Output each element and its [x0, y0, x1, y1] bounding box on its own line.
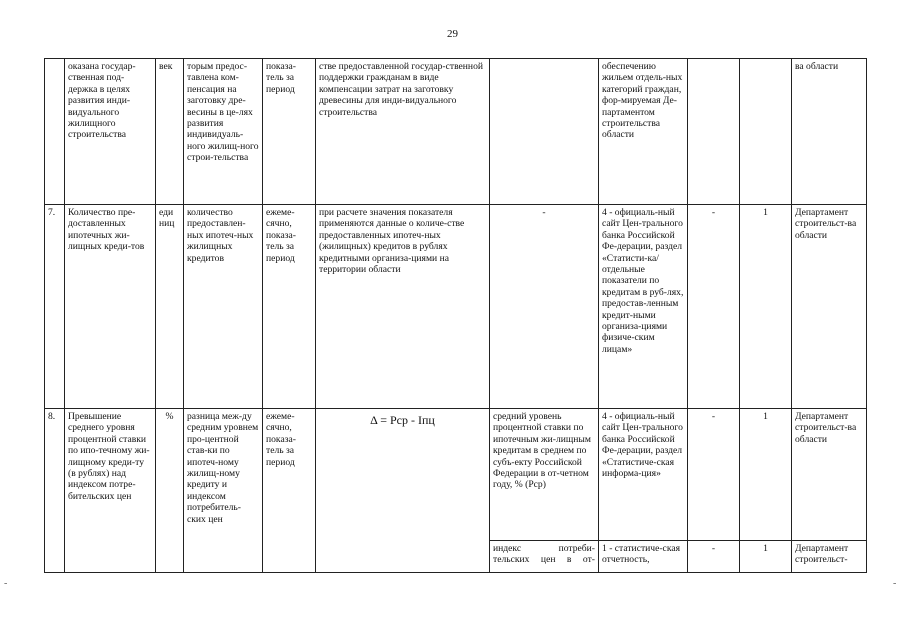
basic-indicators: -: [490, 205, 599, 409]
responsible: Департамент строительст-ва области: [792, 409, 867, 541]
column-10: [740, 59, 792, 205]
table-row: [45, 205, 867, 409]
definition: торым предос-тавлена ком-пенсация на заготовку дре-весины в це-лях развития индивидуаль-ного жилищ-ного строи-тельства: [184, 59, 263, 205]
responsible: ва области: [792, 59, 867, 205]
indicators-table: [44, 58, 867, 573]
edge-mark: -: [4, 578, 8, 589]
basic-indicator: средний уровень процентной ставки по ипотечным жи-лищным кредитам в среднем по субъ-екту Российской Федерации в от-четном году, % (Рср): [490, 409, 599, 541]
column-9: -: [688, 409, 740, 541]
formula: Δ = Рср - Iпц: [316, 409, 490, 573]
page-number: 29: [447, 28, 458, 40]
basic-indicator-line: тельских цен в от-: [493, 554, 595, 566]
column-10: 1: [740, 409, 792, 541]
basic-indicator-line: индекс потреби-: [493, 543, 595, 554]
periodicity: ежеме-сячно, показа-тель за период: [263, 205, 316, 409]
basic-indicators: [490, 59, 599, 205]
indicator-name: оказана государ-ственная под-держка в целях развития инди-видуального жилищного строительства: [65, 59, 156, 205]
data-source: 4 - официаль-ный сайт Цен-трального банка Российской Фе-дерации, раздел «Статистиче-ская информа-ция»: [599, 409, 688, 541]
row-number: 7.: [45, 205, 65, 409]
calculation-method: стве предоставленной государ-ственной поддержки гражданам в виде компенсации затрат на заготовку древесины для инди-видуального строительства: [316, 59, 490, 205]
row-number: 8.: [45, 409, 65, 573]
indicator-name: Превышение среднего уровня процентной ставки по ипо-течному жи-лищному креди-ту (в рублях) над индексом потре-бительских цен: [65, 409, 156, 573]
responsible: Департамент строительст-: [792, 541, 867, 573]
definition: разница меж-ду средним уровнем про-центной став-ки по ипотеч-ному жилищ-ному кредиту и индексом потребитель-ских цен: [184, 409, 263, 573]
edge-mark: -: [893, 578, 897, 589]
column-9: -: [688, 205, 740, 409]
column-9: [688, 59, 740, 205]
periodicity: ежеме-сячно, показа-тель за период: [263, 409, 316, 573]
column-10: 1: [740, 205, 792, 409]
table-row: [45, 59, 867, 205]
calculation-method: при расчете значения показателя применяются данные о количе-стве предоставленных ипотеч-ных (жилищных) кредитов в рублях кредитными организа-циями на территории области: [316, 205, 490, 409]
row-number: [45, 59, 65, 205]
indicator-name: Количество пре-доставленных ипотечных жи-лищных креди-тов: [65, 205, 156, 409]
column-9: -: [688, 541, 740, 573]
unit: век: [156, 59, 184, 205]
column-10: 1: [740, 541, 792, 573]
definition: количество предоставлен-ных ипотеч-ных жилищных кредитов: [184, 205, 263, 409]
data-source: обеспечению жильем отдель-ных категорий граждан, фор-мируемая Де-партаментом строительства области: [599, 59, 688, 205]
table-row: [45, 409, 867, 541]
basic-indicator: [490, 541, 599, 573]
responsible: Департамент строительст-ва области: [792, 205, 867, 409]
data-source: 4 - официаль-ный сайт Цен-трального банка Российской Фе-дерации, раздел «Статисти-ка/отдельные показатели по кредитам в руб-лях, предостав-ленным кредит-ными организа-циями физиче-ским лицам»: [599, 205, 688, 409]
data-source: 1 - статистиче-ская отчетность,: [599, 541, 688, 573]
unit: %: [156, 409, 184, 573]
unit: еди ниц: [156, 205, 184, 409]
periodicity: показа-тель за период: [263, 59, 316, 205]
